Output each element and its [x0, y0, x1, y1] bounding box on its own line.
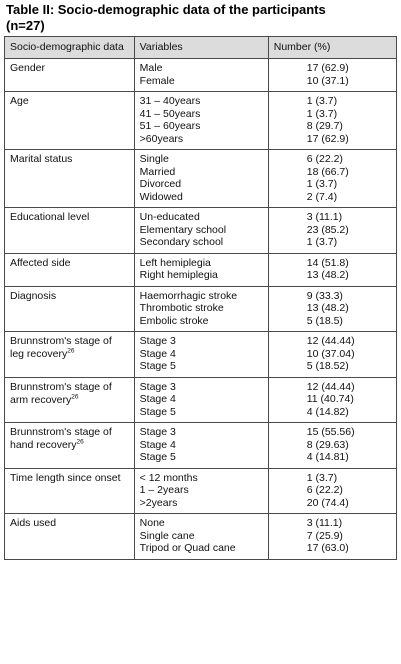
category-cell: [5, 59, 135, 92]
number-value: 6 (22.2): [306, 153, 343, 165]
number-value: 4 (14.81): [306, 451, 349, 463]
variable-label: Left hemiplegia: [139, 256, 211, 269]
table-header-row: [5, 37, 397, 59]
variable-label: Thrombotic stroke: [139, 302, 224, 314]
category-cell: [5, 150, 135, 208]
category-label: Marital status: [10, 153, 73, 165]
variable-label: None: [139, 517, 165, 529]
socio-demographic-table: [4, 36, 397, 560]
variable-label: Divorced: [139, 178, 182, 190]
category-cell: [5, 253, 135, 286]
number-value: 7 (25.9): [306, 529, 343, 542]
variable-label: 1 – 2years: [139, 484, 189, 496]
numbers-cell: [268, 59, 396, 92]
variable-label: Elementary school: [139, 223, 227, 236]
numbers-cell: [268, 468, 396, 514]
variable-label: >60years: [139, 132, 184, 145]
table-row: [5, 92, 397, 150]
table-container: [4, 36, 397, 560]
number-value: 6 (22.2): [306, 484, 343, 496]
number-value: 2 (7.4): [306, 190, 338, 203]
number-value: 5 (18.5): [306, 314, 343, 327]
header-variables: Variables: [134, 37, 268, 59]
variable-label: Right hemiplegia: [139, 269, 218, 281]
category-cell: [5, 92, 135, 150]
variable-label: Stage 5: [139, 360, 176, 372]
category-label: Diagnosis: [10, 289, 57, 302]
table-row: [5, 514, 397, 560]
table-row: [5, 286, 397, 332]
variables-cell: [134, 377, 268, 423]
variables-cell: [134, 468, 268, 514]
number-value: 13 (48.2): [306, 302, 349, 314]
number-value: 10 (37.04): [306, 347, 355, 360]
table-sample-size: (n=27): [6, 18, 45, 33]
variable-label: Stage 4: [139, 393, 176, 405]
variable-label: 31 – 40years: [139, 95, 201, 107]
variable-label: 51 – 60years: [139, 120, 201, 132]
category-label: Aids used: [10, 517, 57, 529]
variable-label: Embolic stroke: [139, 314, 209, 327]
variable-label: Haemorrhagic stroke: [139, 289, 238, 302]
category-cell: [5, 208, 135, 254]
variable-label: 41 – 50years: [139, 107, 201, 120]
reference-superscript: 26: [76, 438, 84, 446]
number-value: 5 (18.52): [306, 360, 349, 372]
category-label: Brunnstrom's stage of arm recovery: [10, 380, 112, 406]
reference-superscript: 26: [71, 393, 79, 400]
category-label: Brunnstrom's stage of leg recovery: [10, 335, 112, 360]
variables-cell: [134, 92, 268, 150]
variable-label: Stage 3: [139, 380, 176, 393]
variables-cell: [134, 286, 268, 332]
table-row: [5, 423, 397, 469]
variable-label: Single: [139, 153, 169, 165]
variable-label: Un-educated: [139, 211, 200, 223]
number-value: 1 (3.7): [306, 95, 338, 107]
table-row: [5, 59, 397, 92]
variable-label: Female: [139, 74, 175, 87]
number-value: 1 (3.7): [306, 107, 338, 120]
category-label: Time length since onset: [10, 471, 121, 484]
table-row: [5, 332, 397, 378]
number-value: 1 (3.7): [306, 236, 338, 248]
variable-label: Secondary school: [139, 236, 224, 248]
variable-label: Married: [139, 165, 176, 178]
variable-label: Male: [139, 62, 163, 74]
header-socio-demographic: Socio-demographic data: [5, 37, 135, 59]
variable-label: Stage 5: [139, 405, 176, 418]
variables-cell: [134, 332, 268, 378]
number-value: 8 (29.63): [306, 438, 349, 451]
number-value: 10 (37.1): [306, 74, 349, 87]
variable-label: Tripod or Quad cane: [139, 542, 236, 554]
table-caption: [6, 2, 398, 34]
number-value: 20 (74.4): [306, 496, 349, 509]
number-value: 23 (85.2): [306, 223, 349, 236]
category-label: Educational level: [10, 211, 90, 223]
variables-cell: [134, 253, 268, 286]
numbers-cell: [268, 92, 396, 150]
numbers-cell: [268, 423, 396, 469]
table-row: [5, 208, 397, 254]
number-value: 3 (11.1): [306, 211, 343, 223]
category-label: Brunnstrom's stage of hand recovery: [10, 426, 112, 451]
table-row: [5, 377, 397, 423]
number-value: 18 (66.7): [306, 165, 349, 178]
number-value: 17 (62.9): [306, 132, 349, 145]
table-row: [5, 468, 397, 514]
numbers-cell: [268, 208, 396, 254]
variables-cell: [134, 423, 268, 469]
number-value: 17 (62.9): [306, 62, 349, 74]
category-cell: [5, 377, 135, 423]
number-value: 12 (44.44): [306, 335, 355, 347]
variables-cell: [134, 208, 268, 254]
category-label: Gender: [10, 62, 46, 74]
number-value: 1 (3.7): [306, 178, 338, 190]
variable-label: Stage 3: [139, 426, 176, 438]
variable-label: Widowed: [139, 190, 183, 203]
number-value: 4 (14.82): [306, 405, 349, 418]
number-value: 17 (63.0): [306, 542, 349, 554]
category-label: Affected side: [10, 256, 71, 269]
variable-label: Stage 5: [139, 451, 176, 463]
number-value: 8 (29.7): [306, 120, 343, 132]
variable-label: Single cane: [139, 529, 195, 542]
numbers-cell: [268, 286, 396, 332]
variable-label: >2years: [139, 496, 178, 509]
reference-superscript: 26: [67, 347, 75, 355]
numbers-cell: [268, 332, 396, 378]
variables-cell: [134, 150, 268, 208]
number-value: 13 (48.2): [306, 269, 349, 281]
category-cell: [5, 423, 135, 469]
table-title: Table II: Socio-demographic data of the participants: [6, 2, 326, 17]
number-value: 3 (11.1): [306, 517, 343, 529]
number-value: 1 (3.7): [306, 471, 338, 484]
numbers-cell: [268, 150, 396, 208]
number-value: 12 (44.44): [306, 380, 355, 393]
category-cell: [5, 286, 135, 332]
category-cell: [5, 468, 135, 514]
category-cell: [5, 514, 135, 560]
number-value: 11 (40.74): [306, 393, 354, 405]
variables-cell: [134, 514, 268, 560]
number-value: 15 (55.56): [306, 426, 355, 438]
category-cell: [5, 332, 135, 378]
variables-cell: [134, 59, 268, 92]
variable-label: Stage 4: [139, 347, 176, 360]
numbers-cell: [268, 253, 396, 286]
variable-label: < 12 months: [139, 471, 198, 484]
variable-label: Stage 4: [139, 438, 176, 451]
table-body: [5, 59, 397, 560]
table-row: [5, 253, 397, 286]
variable-label: Stage 3: [139, 335, 176, 347]
number-value: 9 (33.3): [306, 289, 343, 302]
numbers-cell: [268, 514, 396, 560]
number-value: 14 (51.8): [306, 256, 349, 269]
header-number-percent: Number (%): [268, 37, 396, 59]
numbers-cell: [268, 377, 396, 423]
category-label: Age: [10, 95, 29, 107]
table-row: [5, 150, 397, 208]
